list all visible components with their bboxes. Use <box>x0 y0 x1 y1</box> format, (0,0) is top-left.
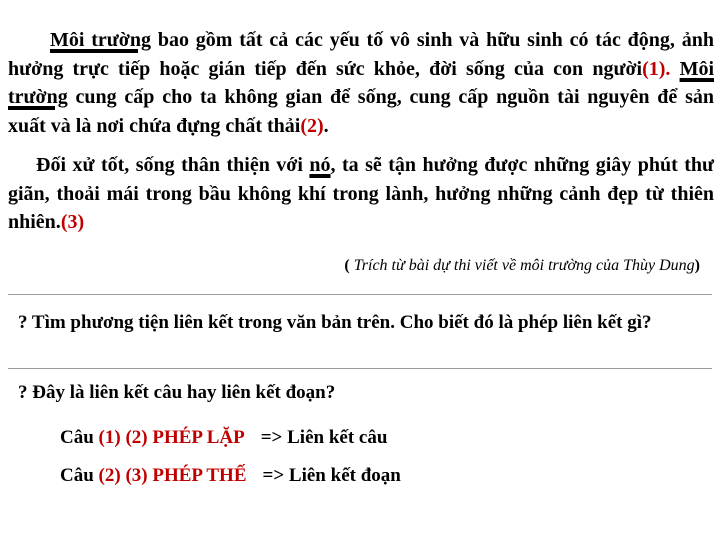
question-1-box <box>8 294 712 369</box>
paragraph-1-space <box>670 58 679 80</box>
paragraph-1-text-b: cung cấp cho ta không gian để sống, cung cấp nguồn tài nguyên để sản xuất và là nơi chứa đựng chất thải <box>8 86 714 137</box>
source-citation <box>344 257 700 275</box>
answer-2-method: PHÉP THẾ <box>147 465 247 486</box>
answer-1-result: => Liên kết câu <box>260 427 388 448</box>
answer-2-marker-a: (2) <box>98 465 121 486</box>
paragraph-1-end: . <box>323 114 329 137</box>
answer-2 <box>60 465 401 487</box>
paragraph-1-text-a: bao gồm tất cả các yếu tố vô sinh và hữu sinh có tác động, ảnh hưởng trực tiếp hoặc gián tiếp đến sức khỏe, đời sống của con người <box>8 29 714 80</box>
paragraph-2 <box>8 151 714 237</box>
marker-1: (1). <box>642 57 671 80</box>
question-1: ? Tìm phương tiện liên kết trong văn bản trên. Cho biết đó là phép liên kết gì? <box>18 312 652 333</box>
answer-1-marker-a: (1) <box>98 427 121 448</box>
question-2: ? Đây là liên kết câu hay liên kết đoạn? <box>18 382 336 403</box>
source-open-paren: ( <box>344 257 350 274</box>
keyword-no: nó <box>309 154 331 176</box>
answer-2-prefix: Câu <box>60 465 99 486</box>
source-text: Trích từ bài dự thi viết về môi trường của Thùy Dung <box>349 257 695 274</box>
keyword-moi-truong-1: Môi trường <box>50 29 151 51</box>
answer-2-marker-b: (3) <box>125 465 148 486</box>
marker-2: (2) <box>300 114 324 137</box>
paragraph-1 <box>8 26 714 140</box>
keyword-moi-truong-2: Môi trường <box>8 57 714 108</box>
source-close-paren: ) <box>694 257 700 274</box>
paragraph-2-text-b: , ta sẽ tận hưởng được những giây phút thư giãn, thoải mái trong bầu không khí trong lành, hưởng những cảnh đẹp từ thiên nhiên. <box>8 154 715 233</box>
question-2-box <box>8 368 712 535</box>
answer-1-method: PHÉP LẶP <box>147 427 245 448</box>
paragraph-2-text-a: Đối xử tốt, sống thân thiện với <box>36 154 310 176</box>
answer-2-result: => Liên kết đoạn <box>262 465 401 486</box>
answer-1-marker-b: (2) <box>125 427 148 448</box>
answer-1 <box>60 427 387 449</box>
answer-1-prefix: Câu <box>60 427 99 448</box>
marker-3: (3) <box>60 211 85 233</box>
